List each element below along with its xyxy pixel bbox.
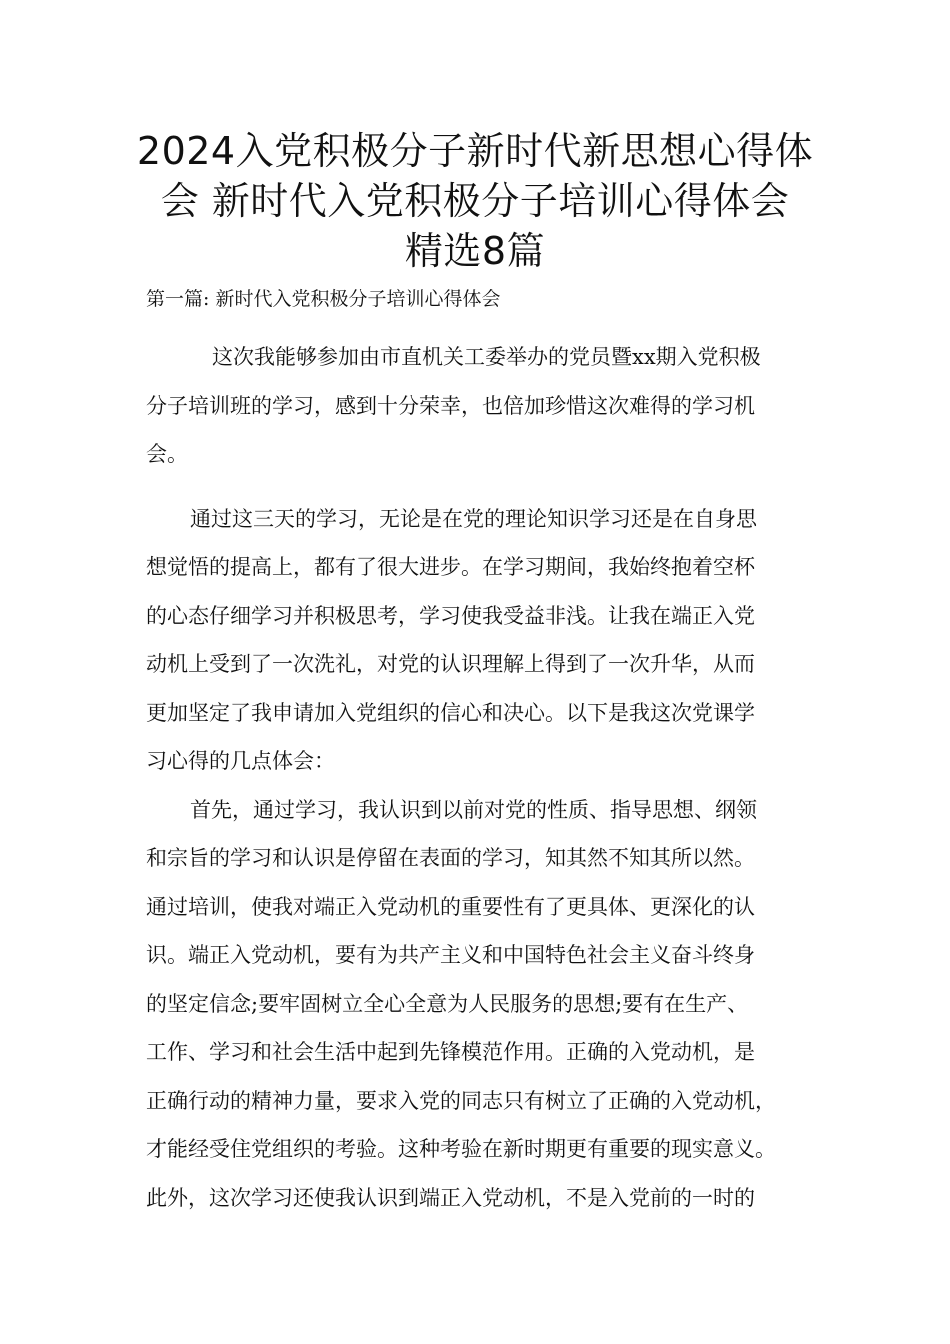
- text-line: 识。端正入党动机，要有为共产主义和中国特色社会主义奋斗终身: [146, 943, 755, 967]
- title-line: 2024入党积极分子新时代新思想心得体: [136, 129, 814, 173]
- text-line: 的坚定信念;要牢固树立全心全意为人民服务的思想;要有在生产、: [146, 991, 749, 1016]
- text-line: 这次我能够参加由市直机关工委举办的党员暨xx期入党积极: [212, 345, 761, 369]
- text-line: 才能经受住党组织的考验。这种考验在新时期更有重要的现实意义。: [146, 1137, 776, 1161]
- text-line: 此外，这次学习还使我认识到端正入党动机，不是入党前的一时的: [146, 1185, 755, 1210]
- text-line: 工作、学习和社会生活中起到先锋模范作用。正确的入党动机，是: [146, 1040, 755, 1064]
- paragraph-3: [146, 786, 808, 1223]
- title-line: 会 新时代入党积极分子培训心得体会: [160, 179, 790, 223]
- text-line: 会。: [146, 442, 188, 466]
- paragraph-1: [146, 333, 808, 479]
- section-heading: 第一篇: 新时代入党积极分子培训心得体会: [146, 288, 501, 310]
- text-line: 更加坚定了我申请加入党组织的信心和决心。以下是我这次党课学: [146, 700, 755, 725]
- paragraph-2: [146, 495, 808, 786]
- text-line: 的心态仔细学习并积极思考，学习使我受益非浅。让我在端正入党: [146, 603, 755, 628]
- paragraph-spacer: [146, 479, 808, 495]
- document-title: [110, 126, 840, 276]
- text-line: 分子培训班的学习，感到十分荣幸，也倍加珍惜这次难得的学习机: [146, 393, 755, 418]
- text-line: 通过这三天的学习，无论是在党的理论知识学习还是在自身思: [190, 506, 757, 531]
- document-body: [146, 333, 808, 1222]
- title-line: 精选8篇: [404, 229, 546, 273]
- text-line: 首先，通过学习，我认识到以前对党的性质、指导思想、纲领: [190, 797, 757, 822]
- text-line: 正确行动的精神力量，要求入党的同志只有树立了正确的入党动机，: [146, 1088, 776, 1113]
- text-line: 动机上受到了一次洗礼，对党的认识理解上得到了一次升华，从而: [146, 652, 755, 676]
- text-line: 和宗旨的学习和认识是停留在表面的学习，知其然不知其所以然。: [146, 846, 755, 870]
- text-line: 通过培训，使我对端正入党动机的重要性有了更具体、更深化的认: [146, 894, 755, 919]
- text-line: 想觉悟的提高上，都有了很大进步。在学习期间，我始终抱着空杯: [146, 555, 755, 579]
- text-line: 习心得的几点体会：: [146, 749, 335, 773]
